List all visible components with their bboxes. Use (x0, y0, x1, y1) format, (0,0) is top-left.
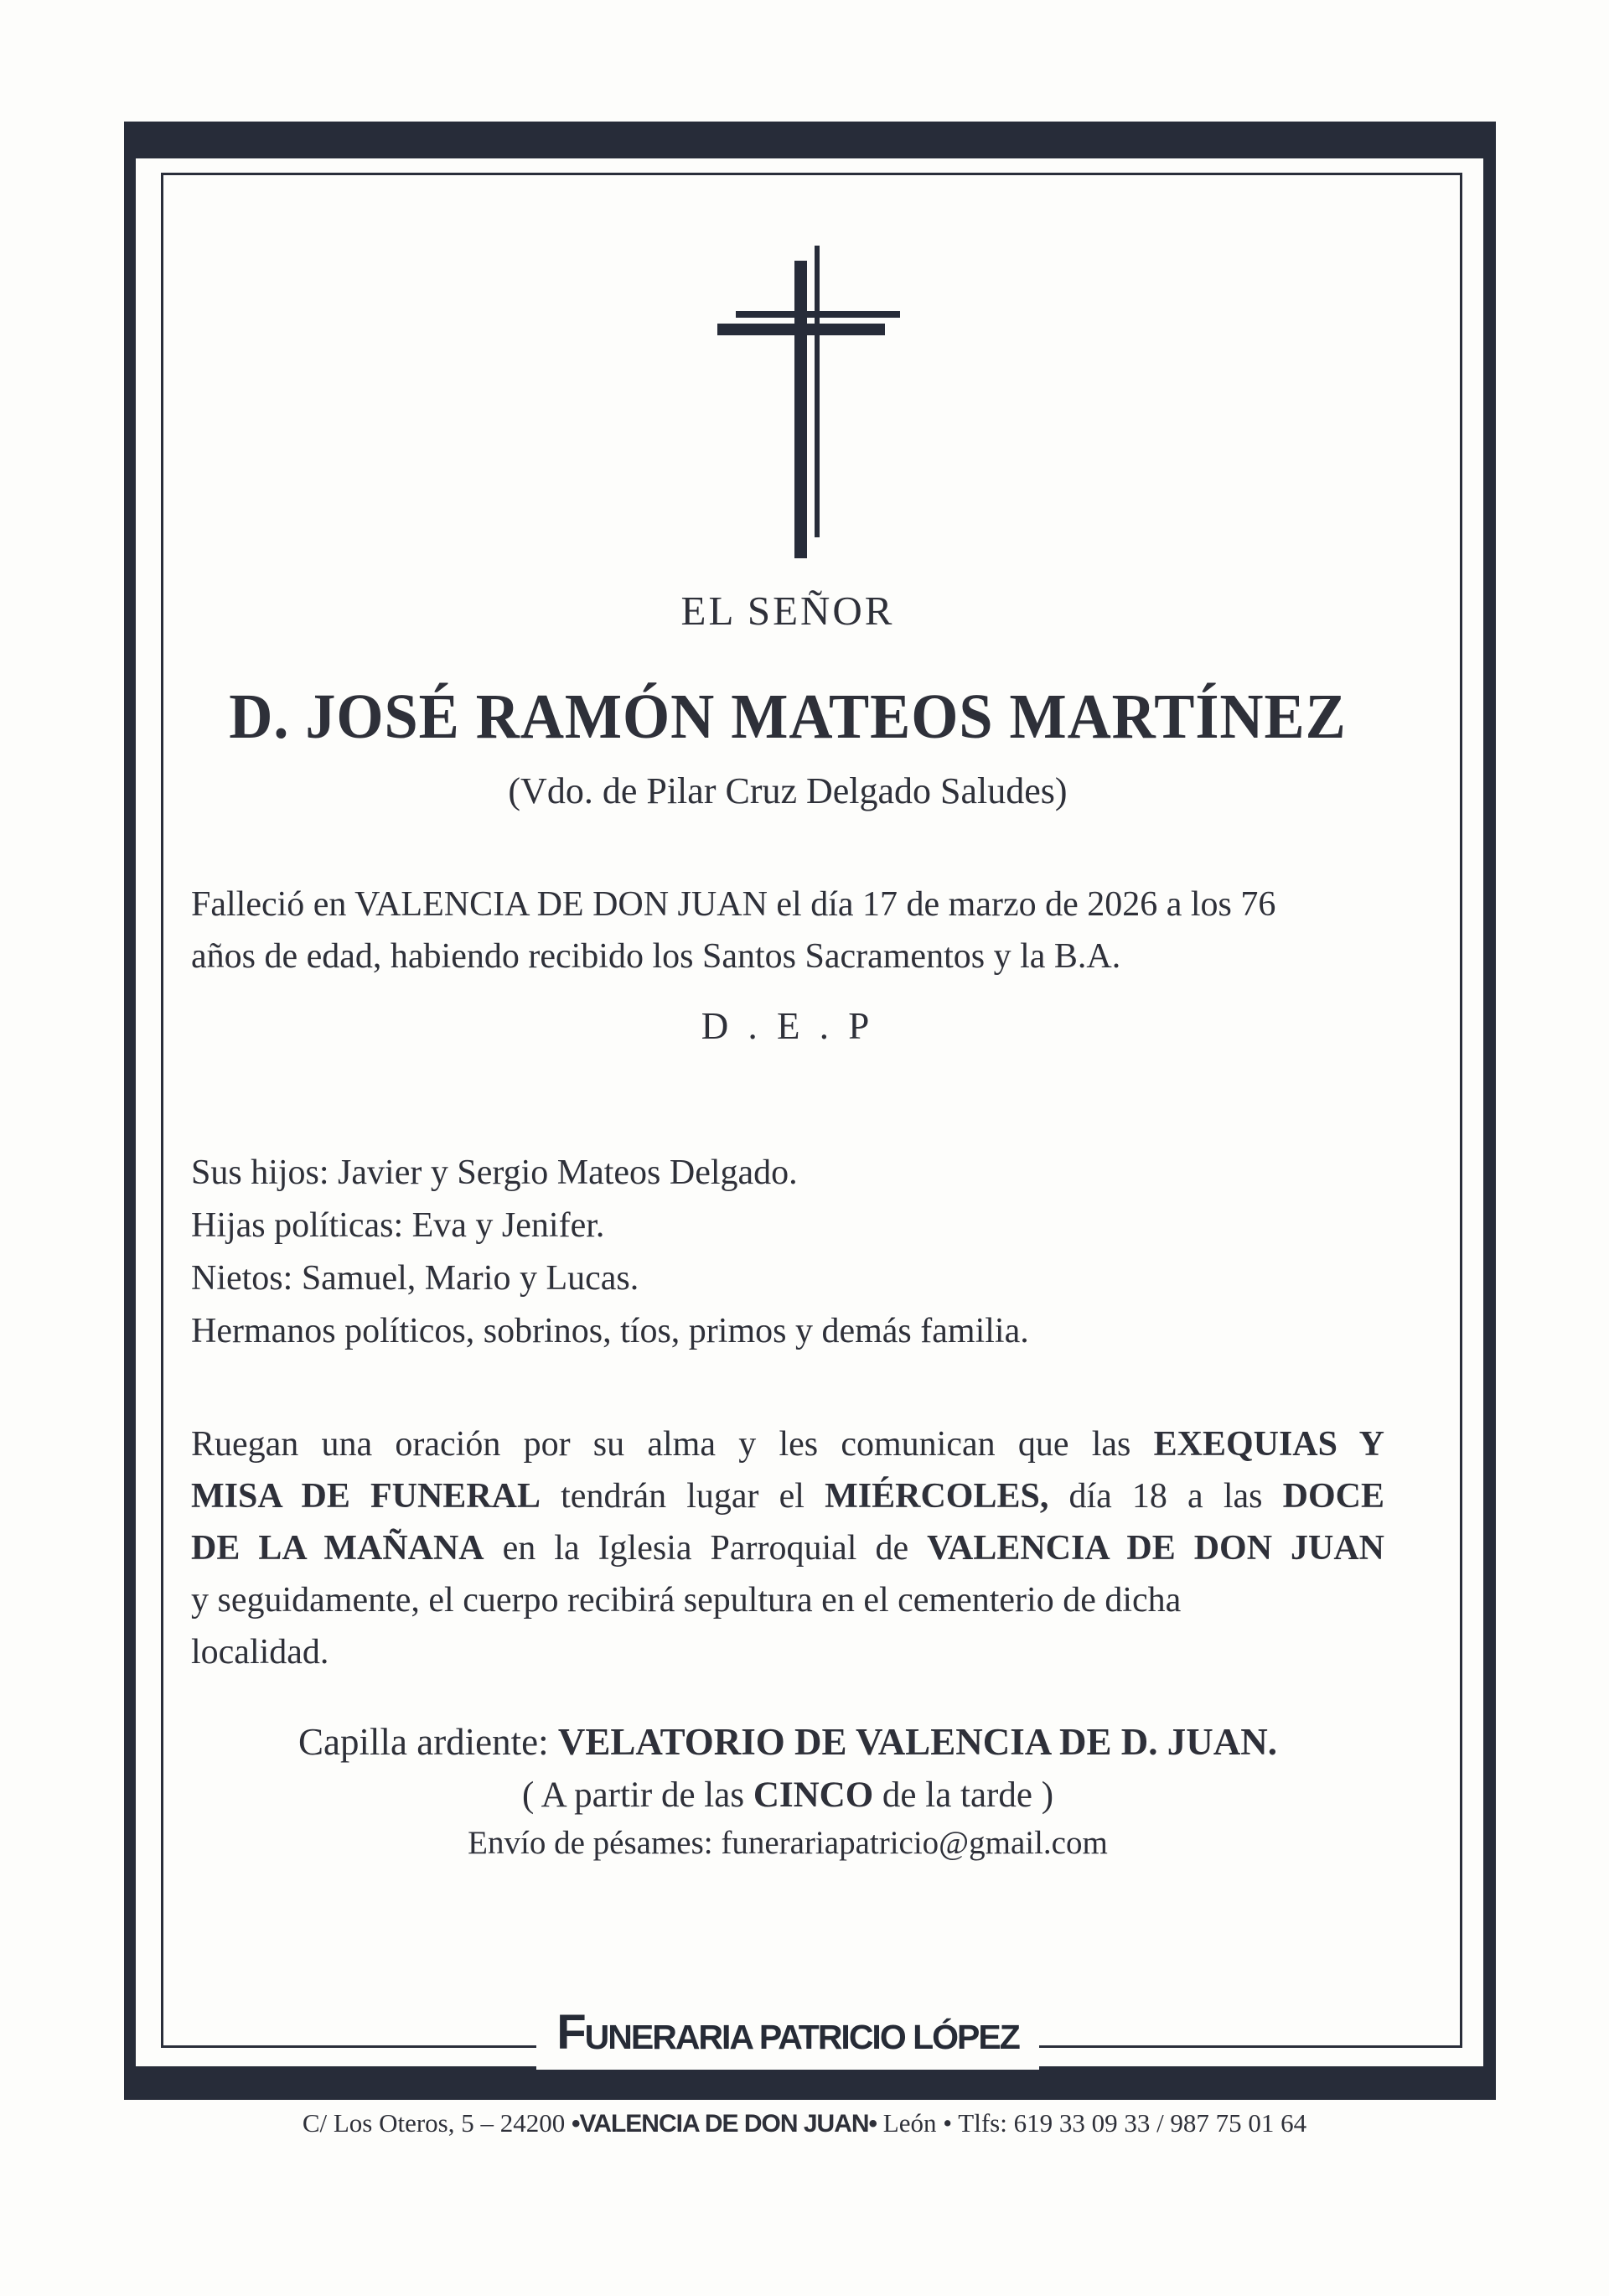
address-line (0, 2108, 1609, 2138)
family-line: Hermanos políticos, sobrinos, tíos, primos y demás familia. (191, 1312, 1029, 1350)
emphasized-text: VELATORIO DE VALENCIA DE D. JUAN. (557, 1721, 1277, 1763)
funeral-line (191, 1418, 1384, 1470)
funeral-home-name (536, 2005, 1039, 2070)
funeral-line (191, 1470, 1384, 1522)
spouse-note: (Vdo. de Pilar Cruz Delgado Saludes) (508, 770, 1068, 811)
family-line: Hijas políticas: Eva y Jenifer. (191, 1206, 605, 1245)
text-segment: día 18 a las (1048, 1477, 1283, 1516)
emphasized-text: MIÉRCOLES, (825, 1477, 1049, 1516)
funeral-line (191, 1574, 1384, 1626)
emphasized-text: MISA DE FUNERAL (191, 1477, 541, 1516)
emphasized-text: DE LA MAÑANA (191, 1529, 484, 1568)
family-list (191, 1147, 1384, 1358)
emphasized-text: •VALENCIA DE DON JUAN• (572, 2110, 877, 2138)
funeral-home-initial: F (556, 2005, 585, 2060)
text-segment: C/ Los Oteros, 5 – 24200 (302, 2108, 572, 2138)
emphasized-text: DOCE (1282, 1477, 1384, 1516)
emphasized-text: VALENCIA DE DON JUAN (927, 1529, 1385, 1568)
cross-thick-vertical (794, 261, 807, 558)
text-segment: y seguidamente, el cuerpo recibirá sepultura en el cementerio de dicha (191, 1581, 1182, 1620)
funeral-line (191, 1522, 1384, 1574)
text-segment: Capilla ardiente: (298, 1721, 558, 1763)
text-segment: León • Tlfs: 619 33 09 33 / 987 75 01 64 (877, 2108, 1307, 2138)
wake-location-line (191, 1720, 1384, 1764)
funeral-home-row (191, 2005, 1384, 2070)
funeral-line (191, 1626, 1384, 1678)
emphasized-text: CINCO (753, 1775, 874, 1815)
death-notice (191, 878, 1384, 982)
honorific-title: EL SEÑOR (680, 588, 895, 634)
deceased-name: D. JOSÉ RAMÓN MATEOS MARTÍNEZ (229, 682, 1347, 752)
text-segment: tendrán lugar el (541, 1477, 825, 1516)
condolences-line: Envío de pésames: funerariapatricio@gmail.com (468, 1825, 1108, 1861)
death-notice-line: años de edad, habiendo recibido los Santos Sacramentos y la B.A. (191, 937, 1121, 976)
text-segment: Ruegan una oración por su alma y les comunican que las (191, 1425, 1154, 1464)
cross-thin-vertical (815, 246, 820, 537)
family-line: Sus hijos: Javier y Sergio Mateos Delgado. (191, 1153, 798, 1192)
funeral-announcement (191, 1418, 1384, 1678)
text-segment: en la Iglesia Parroquial de (484, 1529, 928, 1568)
funeral-home-rest: UNERARIA PATRICIO LÓPEZ (584, 2018, 1019, 2056)
wake-time-line (191, 1775, 1384, 1816)
cross-icon (712, 246, 900, 562)
emphasized-text: EXEQUIAS Y (1153, 1425, 1384, 1464)
text-segment: de la tarde ) (873, 1775, 1054, 1815)
text-segment: ( A partir de las (521, 1775, 753, 1815)
death-notice-line: Falleció en VALENCIA DE DON JUAN el día 17 de marzo de 2026 a los 76 (191, 885, 1276, 924)
cross-thin-crossbar (736, 311, 900, 318)
family-line: Nietos: Samuel, Mario y Lucas. (191, 1259, 639, 1298)
dep-abbreviation: D . E . P (701, 1005, 875, 1047)
text-segment: localidad. (191, 1633, 329, 1671)
cross-thick-crossbar (717, 324, 885, 335)
